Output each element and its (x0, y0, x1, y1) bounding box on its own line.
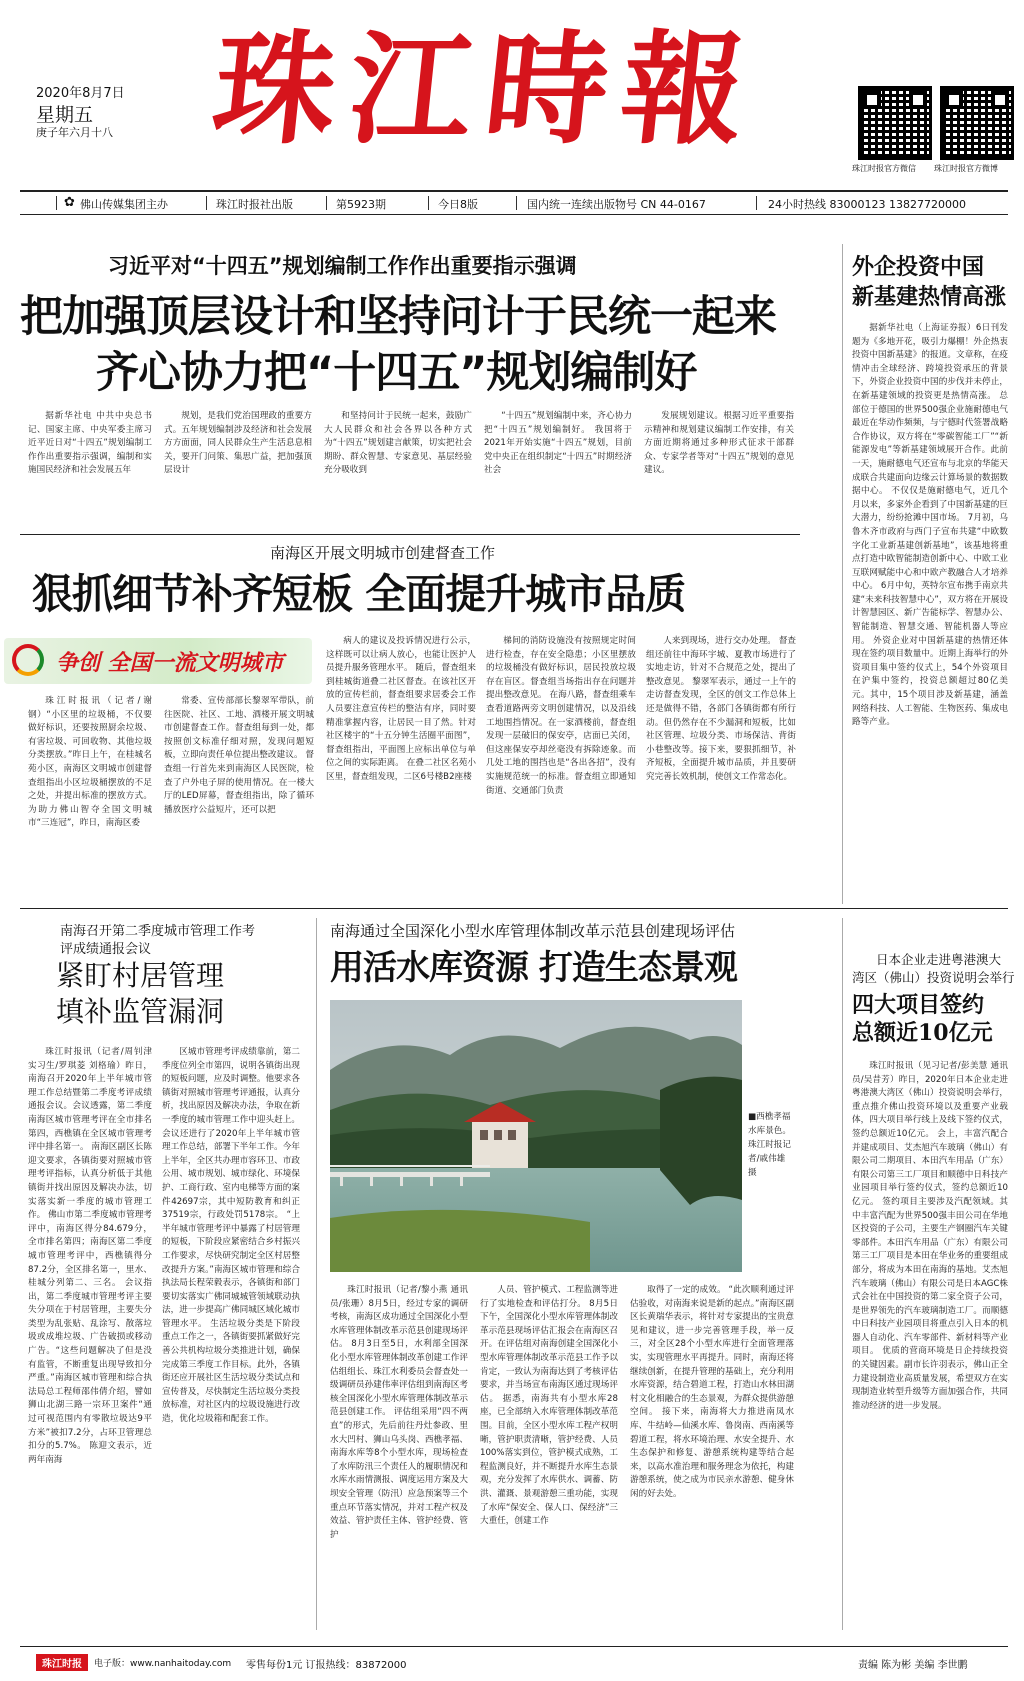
japan-title-line1[interactable]: 四大项目签约 (852, 992, 985, 1018)
lead-col-2: 规划，是我们党治国理政的重要方式。五年规划编制涉及经济和社会发展方方面面，同人民群众生产生活息息相关，要开门问策、集思广益，把加强顶层设计 (164, 411, 312, 476)
reservoir-photo (330, 1000, 742, 1272)
reservoir-headline[interactable]: 用活水库资源 打造生态景观 (330, 948, 737, 988)
civil-headline[interactable]: 狠抓细节补齐短板 全面提升城市品质 (32, 570, 686, 618)
reservoir-col-1: 珠江时报讯（记者/黎小燕 通讯员/张珊）8月5日，经过专家的调研考核，南海区成功通过全国深化小型水库管理体制改革示范县创建现场评估。 8月3日至5日，水利部全国深化小型水库管理体制改革创建工作评估组组长、珠江水利委员会督查处一级调研员孙建伟率评估组到南海区考核全国深化小型水库管理体制改革示范县创建工作。 评估组采用“四不两直”的形式，先后前往丹灶参政、里水大凹村、狮山乌头岗、西樵孝福、南海水库等8个小型水库，现场检查了水库防汛三个责任人的履职情况和水库水雨情测报、调度运用方案及大坝安全管理（防汛）应急预案等三个重点环节落实情况，并对工程产权及效益、管护责任主体、管护经费、管护 (330, 1285, 468, 1540)
group-logo-icon: ✿ (64, 195, 75, 210)
village-kicker-line1[interactable]: 南海召开第二季度城市管理工作考 (60, 924, 256, 939)
infobar-pages: 今日8版 (438, 198, 478, 211)
lead-kicker[interactable]: 习近平对“十四五”规划编制工作作出重要指示强调 (108, 254, 577, 278)
civil-col-2: 常委、宣传部部长黎翠军带队，前往医院、社区、工地、酒楼开展文明城市创建督查工作。督查组每到一处，都按照创文标准仔细对照，发现问题短板，立即向责任单位提出整改建议。 督查组一行首先来到南海区人民医院，检查了户外电子屏的使用情况。在一楼大厅的LED屏幕，督查组指出，除了循环播放医疗公益短片，还可以把 (164, 696, 314, 815)
investment-title-line2[interactable]: 新基建热情高涨 (852, 284, 1007, 310)
reservoir-col-2: 人员、管护模式、工程监测等进行了实地检查和评估打分。 8月5日下午，全国深化小型水库管理体制改革示范县现场评估汇报会在南海区召开。在评估组对南海创建全国深化小型水库管理体制改革示范县工作予以肯定，一致认为南海达到了考核评估要求，并当场宣布南海区通过现场评估。 据悉，南海共有小型水库28座，已全部纳入水库管理体制改革范围。目前，全区小型水库工程产权明晰，管护职责清晰，管护经费、人员100%落实到位，管护模式成熟，工程监测良好，并不断提升水库生态景观，充分发挥了水库供水、调蓄、防洪、灌溉、景观游憩三重功能，实现了水库“保安全、保人口、保经济”三大重任，创建工作 (480, 1285, 618, 1527)
photo-caption: ■西樵孝福水库景色。 珠江时报记者/戚伟雄 摄 (748, 1112, 791, 1178)
divider-middle (20, 908, 1008, 909)
infobar-sponsor: 佛山传媒集团主办 (80, 198, 168, 211)
weekday: 星期五 (36, 104, 94, 126)
footer-price: 零售每份1元 订报热线：83872000 (246, 1660, 407, 1671)
qr-label-weibo: 珠江时报官方微博 (934, 164, 998, 173)
investment-body: 据新华社电（上海证券报）6日刊发题为《多地开花，吸引力爆棚！外企热衷投资中国新基建》的报道。文章称，在疫情冲击全球经济、跨境投资承压的背景下，外资企业投资中国的步伐并未停止，在新基建领域的投资更是热情高涨。 总部位于德国的世界500强企业施耐德电气最近在华动作频频，与宁德时代签署战略合作协议，双方将在“零碳智能工厂”“新能源发电”等新基建领域展开合作。此前一天，施耐德电气还宣布与北京的华能天成联合共建面向边缘云计算场景的数据数据中心。 不仅仅是施耐德电气，近几个月以来，多家外企看到了中国新基建的巨大潜力，纷纷抢滩中国市场。 7月初，乌鲁木齐市政府与西门子宣布共建“中欧数字化工业新基建创新基地”，该基地将重点打造中欧智能制造创新中心、中欧工业互联网赋能中心和中欧产教融合人才培养中心。 6月中旬，英特尔宣布携手南京共建“未来科技智慧中心”，双方将在开展设计智慧园区、新广告能标学、智慧办公、智能制造、智慧交通、智能机器人等应用。 外资企业对中国新基建的热情还体现在签约项目数量中。近期上海举行的外资项目集中签约仪式上，54个外资项目在沪集中签约，投资总额超过80亿美元。其中，15个项目涉及新基建，涵盖网络科技、人工智能、生物医药、集成电路等产业。 (852, 323, 1008, 728)
village-title-line2[interactable]: 填补监管漏洞 (56, 995, 225, 1028)
newspaper-title: 珠江時報 (206, 17, 766, 161)
infobar-issue: 第5923期 (336, 198, 386, 211)
lead-col-5: 发展规划建议。根据习近平重要指示精神和规划建议编制工作安排，有关方面近期将通过多种形式征求干部群众、专家学者等对“十四五”规划的意见建议。 (644, 411, 794, 476)
issue-date: 2020年8月7日 (36, 86, 125, 101)
japan-body: 珠江时报讯（见习记者/彭美慧 通讯员/吴昔芳）昨日，2020年日本企业走进粤港澳大湾区（佛山）投资说明会举行，重点推介佛山投资环境以及重要产业载体，四大项目举行线上及线下签约仪式，签约总额近10亿元。 会上，丰富汽配合并建成项目、艾杰旭汽车玻璃（佛山）有限公司二期项目、本田汽车用品（广东）有限公司第三工厂项目和顺德中日科技产业园项目举行签约仪式，签约总额近10亿元。 签约项目主要涉及汽配领域。其中丰富汽配为世界500强丰田公司在华地区投资的子公司，主要生产钢圈汽车关键零部件。本田汽车用品（广东）有限公司第三工厂项目是本田在华业务的重要组成部分，将成为本田在南海的基地。艾杰旭汽车玻璃（佛山）有限公司是日本AGC株式会社在中国投资的第二家全资子公司，是世界领先的汽车玻璃制造工厂。而顺德中日科技产业园项目将重点引入日本的机器人自动化、汽车零部件、新材料等产业项目。 优质的营商环境是日企持续投资的关键因素。副市长许羽表示，佛山正全力建设制造业高质量发展，希望双方在实现制造业转型升级等方面加强合作，共同推动经济的进一步发展。 (852, 1061, 1008, 1411)
infobar-hotline: 24小时热线 83000123 13827720000 (768, 198, 966, 211)
village-kicker-line2[interactable]: 评成绩通报会议 (60, 942, 152, 957)
japan-kicker-line2[interactable]: 湾区（佛山）投资说明会举行 (852, 970, 1015, 985)
lead-col-4: “十四五”规划编制中来，齐心协力把“十四五”规划编制好。 我国将于2021年开始实施“十四五”规划，目前党中央正在组织制定“十四五”时期经济社会 (484, 411, 632, 476)
footer-editors: 责编 陈为彬 美编 李世鹏 (858, 1660, 968, 1671)
divider-right-column (842, 244, 843, 904)
lead-headline-line1[interactable]: 把加强顶层设计和坚持问计于民统一起来 (20, 292, 776, 342)
divider-lead (20, 534, 800, 535)
lead-col-3: 和坚持问计于民统一起来，鼓励广大人民群众和社会各界以各种方式为“十四五”规划建言献策，切实把社会期盼、群众智慧、专家意见、基层经验充分吸收到 (324, 411, 472, 476)
footer-brand: 珠江时报 (36, 1654, 88, 1671)
infobar-top-rule (20, 190, 1008, 192)
civil-banner (4, 638, 312, 684)
footer-site-link[interactable]: 电子版：www.nanhaitoday.com (94, 1659, 232, 1669)
banner-text: 争创 全国一流文明城市 (56, 651, 284, 676)
village-col-2: 区城市管理考评成绩靠前，第二季度位列全市第四，说明各镇街出现的短板问题，应及时调整。他要求各镇街对照城市管理考评通报，认真分析，找出原因及解决办法，争取在新一季度的城市管理工作中迎头赶上。 会议还进行了2020年上半年城市管理工作总结，部署下半年工作。今年上半年，全区共办理市容环卫、市政公用、城市规划、城市绿化、环境保护、工商行政、室内电梯等方面的案件42697宗，其中短防教育和纠正37519宗，行政处罚5178宗。 “上半年城市管理考评中暴露了村居管理的短板，下阶段应紧密结合乡村振兴工作要求，尽快研究制定全区村居整改提升方案。”南海区城市管理和综合执法局长程荣毅表示，各镇街和部门要切实落实广佛同城城管领域联动执法，进一步提高广佛同城区域化城市管理水平。 生活垃圾分类是下阶段重点工作之一，各镇街要抓紧做好完善公共机构垃圾分类推进计划，确保完成第三季度工作目标。此外，各镇街还应开展社区生活垃圾分类试点和宣传普及，尽快制定生活垃圾分类投放标准，对社区内的垃圾设施进行改造，优化垃圾箱和配套工作。 (162, 1047, 300, 1425)
divider-japan (842, 918, 843, 1630)
qr-code-wechat-icon[interactable] (858, 86, 932, 160)
masthead (0, 0, 1024, 190)
investment-title-line1[interactable]: 外企投资中国 (852, 254, 985, 280)
civil-kicker[interactable]: 南海区开展文明城市创建督查工作 (270, 544, 496, 562)
civil-col-3: 病人的建议及投诉情况进行公示，这样既可以让病人放心，也能让医护人员提升服务管理水平。 随后，督查组来到桂城街道叠二社区督查。在该社区开放的宣传栏前，督查组要求居委会工作人员要注意宣传栏的整洁有序，同时要精准掌握内容，让居民一目了然。针对社区楼宇的“十五分钟生活圈平面图”，督查组指出，平面图上应标出单位与单位之间的实际距离。 在叠二社区名苑小区里，督查组发现，二区6号楼B2座楼 (326, 636, 476, 782)
lead-headline-line2[interactable]: 齐心协力把“十四五”规划编制好 (96, 348, 697, 398)
village-col-1: 珠江时报讯（记者/周钊津 实习生/罗琪菱 刘格瑜）昨日，南海召开2020年上半年城市管理工作总结暨第二季度考评成绩通报会议。会议透露，第二季度南海区城市管理考评在全市排名第四，西樵镇在全区城市管理考评中排名第一。 南海区副区长陈迎文要求，各镇街要对照城市管理考评指标，认真分析低于其他镇街并找出原因及解决办法，切实落实新一季度的城市管理工作。 佛山市第二季度城市管理考评中，南海区得分84.679分，全市排名第四；南海区第二季度城市管理考评中，西樵镇得分87.2分，全区排名第一，里水、桂城分列第二、三名。 会议指出，第二季度城市管理考评主要失分项在于村居管理，主要失分类型为乱张贴、乱涂写、散落垃圾或成堆垃圾、广告破损或移动广告。“这些问题解决了但是没有监管，不断重复出现导致扣分严重。”南海区城市管理和综合执法局总工程师邵伟倩介绍，譬如狮山北湖三路一宗环卫案件“通过可视范围内有零散垃圾达9平方米”被扣7.2分，占环卫管理总扣分的5.7%。 陈迎文表示，近两年南海 (28, 1047, 152, 1465)
reservoir-col-3: 取得了一定的成效。 “此次顺利通过评估验收，对南海来说是新的起点。”南海区副区长黄瑞华表示，将针对专家提出的宝贵意见和建议，进一步完善管理手段，举一反三，对全区28个小型水库进行全面管理落实，实现管理水平再提升。同时，南海还将继续创新，在提升管理的基础上，充分利用水库资源，结合碧道工程，打造山水林田湖村文化相融合的生态景观，为群众提供游憩空间。 接下来，南海将大力推进南凤水库、牛结岭—仙溪水库、鲁岗南、西南溪等碧道工程，将水环境治理、水安全提升、水生态保护和修复、游憩系统构建等结合起来，以高水准治理和服务理念为依托，构建游憩系统，使之成为市民亲水游憩、健身休闲的好去处。 (630, 1285, 794, 1499)
civil-col-4: 梯间的消防设施没有按照规定时间进行检查，存在安全隐患；小区里摆放的垃圾桶没有做好标识，居民投放垃圾存在盲区。督查组当场指出存在问题并提出整改意见。 在海八路，督查组乘车查看道路两旁文明创建情况，以及沿线工地围挡情况。在一家酒楼前，督查组发现一层破旧的保安亭，店面已关闭，但这座保安亭却丝毫没有拆除迹象。而几处工地的围挡也是“各出各招”，没有实施规范统一的标准。督查组立即通知街道、交通部门负责 (486, 636, 636, 796)
qr-code-weibo-icon[interactable] (940, 86, 1014, 160)
reservoir-kicker[interactable]: 南海通过全国深化小型水库管理体制改革示范县创建现场评估 (330, 922, 736, 940)
infobar-cn: 国内统一连续出版物号 CN 44-0167 (527, 198, 706, 211)
japan-kicker-line1[interactable]: 日本企业走进粤港澳大 (876, 952, 1002, 967)
infobar-publisher: 珠江时报社出版 (216, 198, 293, 211)
divider-village (316, 918, 317, 1630)
infobar-bottom-rule (20, 214, 1008, 215)
lead-col-1: 据新华社电 中共中央总书记、国家主席、中央军委主席习近平近日对“十四五”规划编制工作作出重要指示强调，编制和实施国民经济和社会发展五年 (28, 411, 152, 476)
lunar-date: 庚子年六月十八 (36, 126, 113, 139)
civil-col-1: 珠江时报讯（记者/谢钢）“小区里的垃圾桶，不仅要做好标识，还要按照厨余垃圾、有害垃圾、可回收物、其他垃圾分类摆放。”昨日上午，在桂城名苑小区，南海区文明城市创建督查组指出小区垃圾桶摆放的不足之处，并提出标准的摆放方式。 为助力佛山智夺全国文明城市“三连冠”，昨日，南海区委 (28, 696, 152, 829)
footer-rule (20, 1646, 1008, 1647)
japan-title-line2[interactable]: 总额近10亿元 (852, 1020, 993, 1046)
civil-col-5: 人来到现场，进行交办处理。 督查组还前往中海环宇城、夏教市场进行了实地走访，针对不合规范之处，提出了整改意见。 黎翠军表示，通过一上午的走访督查发现，全区的创文工作总体上还是做得不错，各部门各镇街都有所行动。但仍然存在不少漏洞和短板，比如社区管理、垃圾分类、市场保洁、背街小巷整改等。接下来，要狠抓细节，补齐短板，全面提升城市品质，并且要研究完善长效机制，使创文工作常态化。 (646, 636, 796, 782)
banner-swirl-icon (12, 644, 44, 676)
village-title-line1[interactable]: 紧盯村居管理 (56, 959, 225, 992)
qr-label-wechat: 珠江时报官方微信 (852, 164, 916, 173)
